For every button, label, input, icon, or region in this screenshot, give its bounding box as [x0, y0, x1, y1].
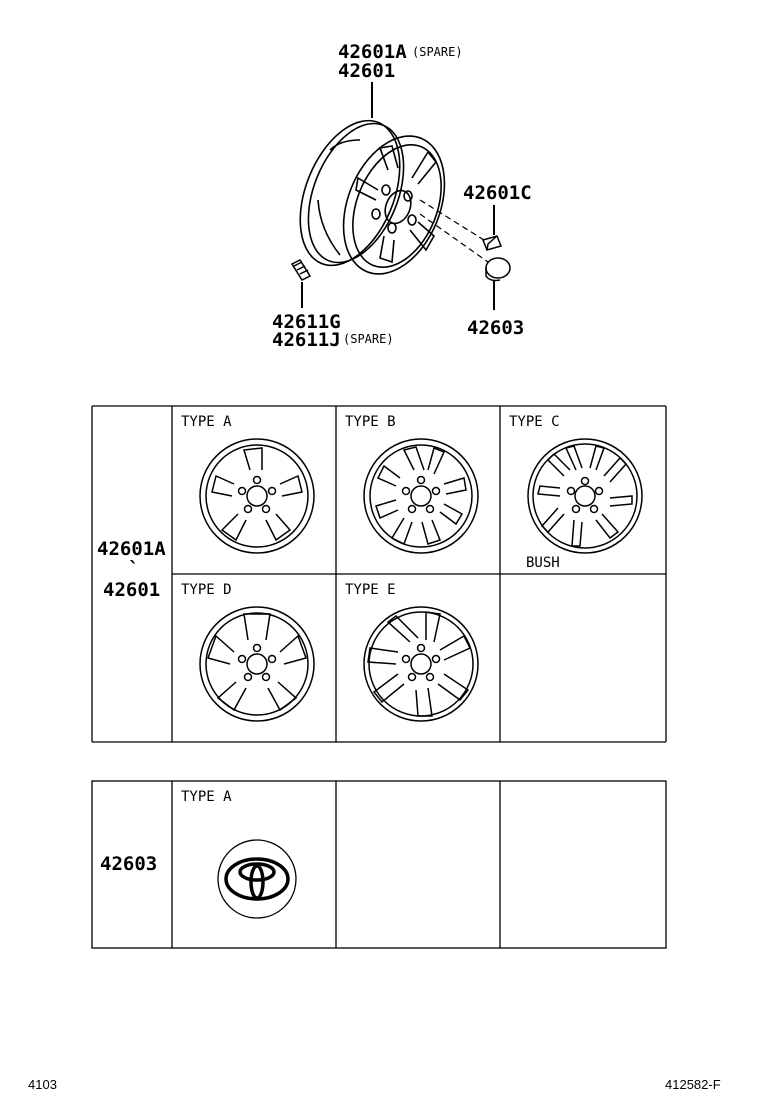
exploded-wheel [281, 106, 464, 289]
wheel-table-part-label-sep: ` [128, 558, 140, 580]
footer-right-code: 412582-F [665, 1077, 721, 1092]
lug-nut [483, 236, 501, 250]
wheel-type-a-drawing [200, 439, 314, 553]
valve-pn-2: 42611J [272, 329, 341, 351]
wheel-type-d-drawing [200, 607, 314, 721]
wheel-pn-2: 42601 [338, 60, 396, 82]
wheel-table-part-label-2: 42601 [103, 579, 161, 601]
type-e-label: TYPE E [345, 582, 396, 598]
wheel-type-c-drawing [528, 439, 642, 553]
type-c-bush-note: BUSH [526, 555, 560, 571]
cap-table-part-label: 42603 [100, 853, 158, 875]
exploded-view [272, 41, 532, 351]
cap-type-a-label: TYPE A [181, 789, 232, 805]
type-d-label: TYPE D [181, 582, 232, 598]
wheel-type-e-drawing [364, 607, 478, 721]
valve-pn-1: 42611G [272, 311, 341, 333]
wheel-pn-1: 42601A [338, 41, 407, 63]
type-a-label: TYPE A [181, 414, 232, 430]
nut-dashed-line [420, 200, 484, 240]
valve-stem [292, 260, 310, 280]
wheel-pn-1-suffix: (SPARE) [412, 45, 463, 59]
type-b-label: TYPE B [345, 414, 396, 430]
type-c-label: TYPE C [509, 414, 560, 430]
center-cap [486, 258, 510, 281]
center-cap-emblem-drawing [218, 840, 296, 918]
wheel-table-part-label-1: 42601A [97, 538, 166, 560]
nut-pn: 42601C [463, 182, 532, 204]
cap-pn: 42603 [467, 317, 525, 339]
footer-left-code: 4103 [28, 1077, 57, 1092]
valve-pn-2-suffix: (SPARE) [343, 332, 394, 346]
cap-type-table [92, 781, 666, 948]
wheel-type-b-drawing [364, 439, 478, 553]
